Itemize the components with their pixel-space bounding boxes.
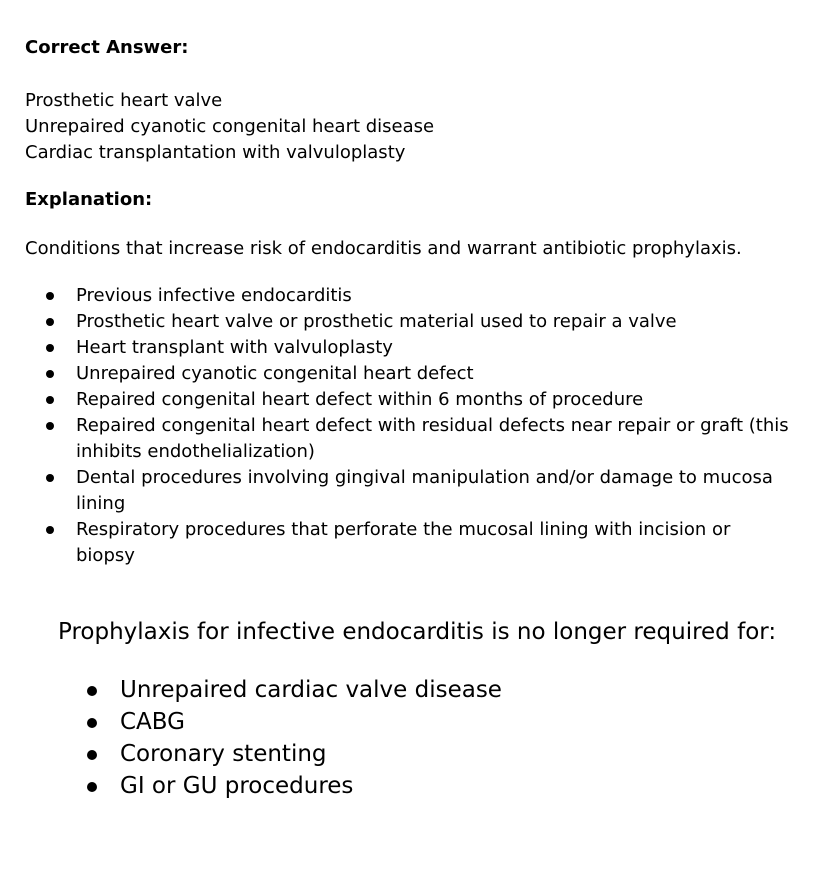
explanation-intro: Conditions that increase risk of endocarditis and warrant antibiotic prophylaxis. [25,238,742,259]
bullet-icon [46,396,54,404]
bullet-icon [87,750,97,760]
list-item [0,283,790,309]
bullet-icon [87,718,97,728]
not-required-list [0,674,740,802]
list-item-text: Unrepaired cardiac valve disease [120,677,502,703]
list-item-text: GI or GU procedures [120,773,354,799]
list-item [0,335,790,361]
list-item-text: Respiratory procedures that perforate the mucosal lining with incision or biopsy [76,519,731,566]
correct-answer-heading: Correct Answer: [25,37,189,58]
list-item [0,361,790,387]
list-item [0,465,790,517]
list-item-text: Heart transplant with valvuloplasty [76,337,393,358]
list-item [0,387,790,413]
not-required-heading: Prophylaxis for infective endocarditis is no longer required for: [58,619,777,645]
bullet-icon [87,782,97,792]
list-item-text: Previous infective endocarditis [76,285,352,306]
list-item-text: Prosthetic heart valve or prosthetic material used to repair a valve [76,311,677,332]
list-item-text: Unrepaired cyanotic congenital heart defect [76,363,474,384]
bullet-icon [46,370,54,378]
list-item [0,517,790,569]
conditions-list [0,283,790,569]
bullet-icon [46,344,54,352]
answer-item: Cardiac transplantation with valvuloplasty [25,142,406,163]
list-item [0,674,740,706]
bullet-icon [87,686,97,696]
answer-list [25,88,434,166]
list-item-text: CABG [120,709,185,735]
list-item [0,413,790,465]
bullet-icon [46,422,54,430]
explanation-heading: Explanation: [25,189,153,210]
answer-item: Unrepaired cyanotic congenital heart disease [25,116,435,137]
bullet-icon [46,474,54,482]
list-item [0,309,790,335]
list-item-text: Repaired congenital heart defect within 6 months of procedure [76,389,644,410]
answer-item: Prosthetic heart valve [25,90,223,111]
bullet-icon [46,292,54,300]
list-item [0,770,740,802]
bullet-icon [46,318,54,326]
list-item [0,706,740,738]
list-item-text: Dental procedures involving gingival manipulation and/or damage to mucosa lining [76,467,773,514]
list-item-text: Repaired congenital heart defect with residual defects near repair or graft (this inhibits endothelialization) [76,415,789,462]
bullet-icon [46,526,54,534]
list-item-text: Coronary stenting [120,741,327,767]
list-item [0,738,740,770]
